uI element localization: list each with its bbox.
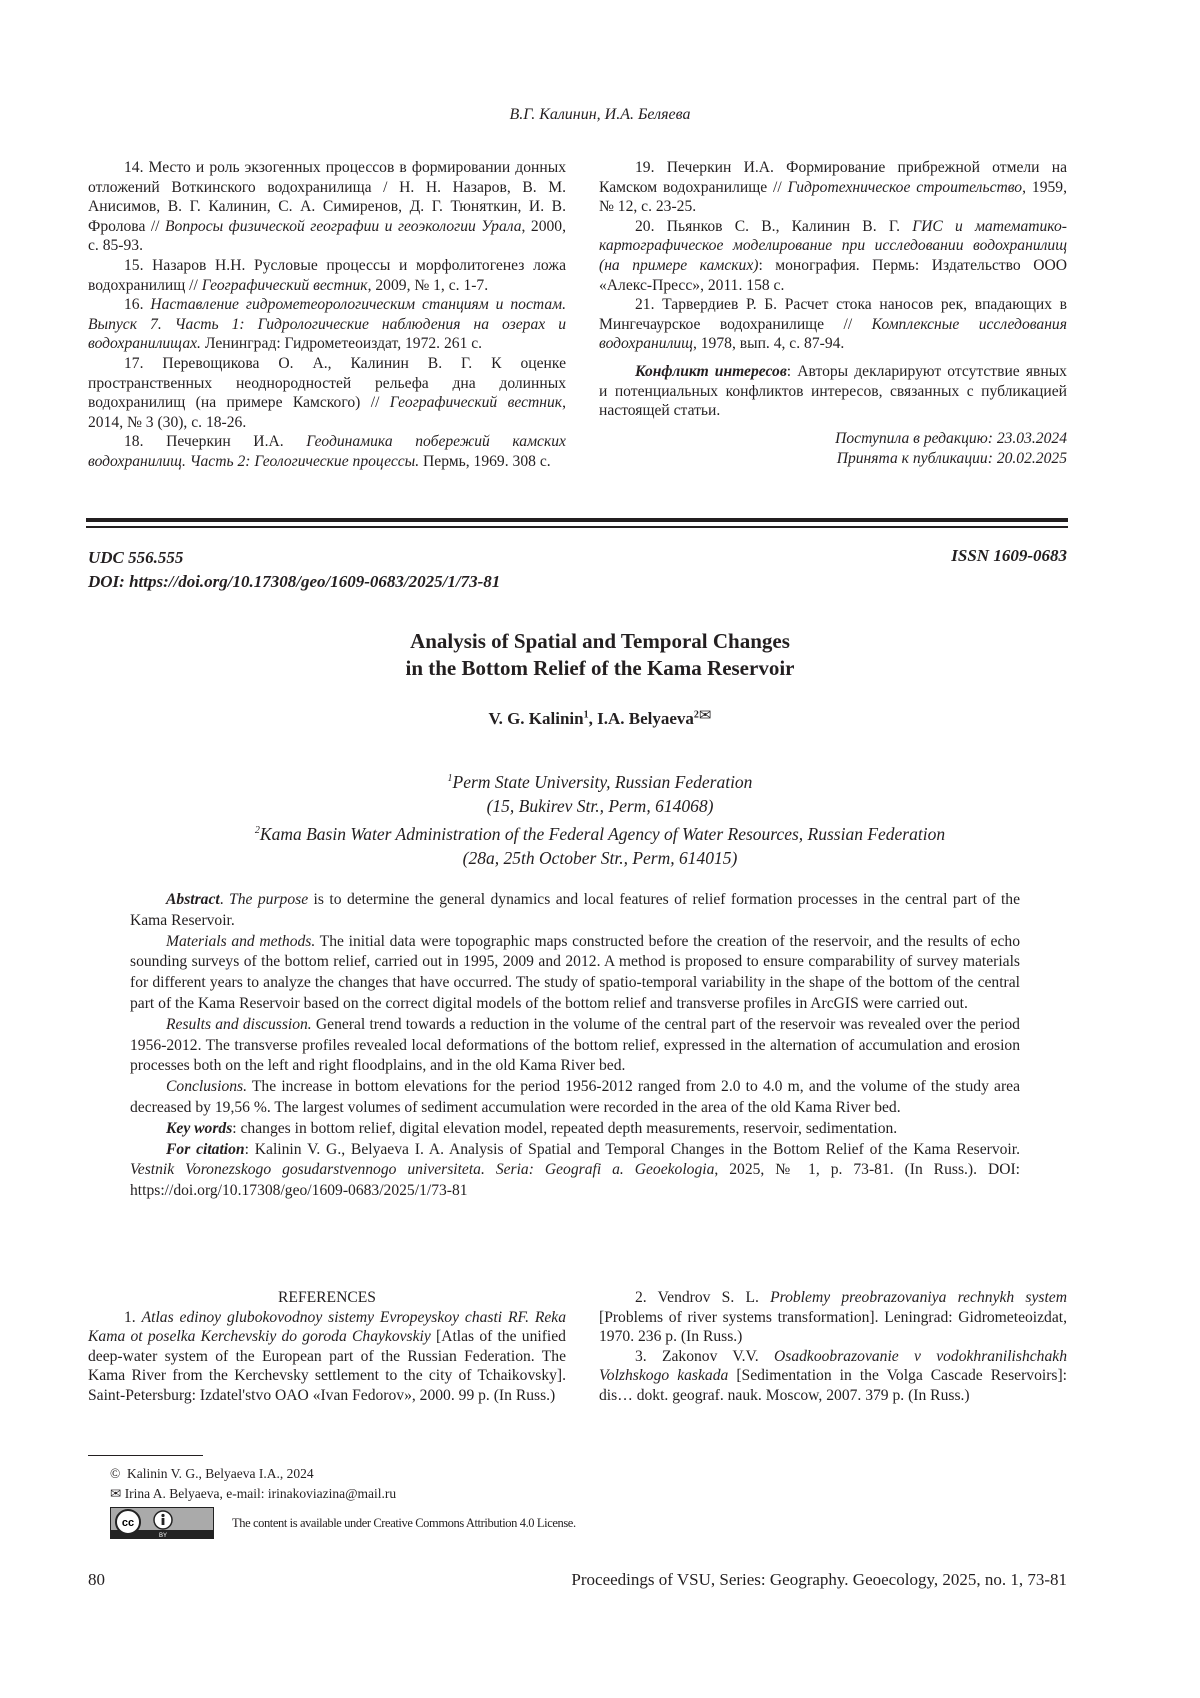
text-run: , 1978, вып. 4, с. 87-94. [693, 335, 844, 352]
text-run: Конфликт интересов [635, 363, 787, 380]
copyright-note [110, 1466, 314, 1482]
text-run: 17. Перевощикова О. А., Калинин В. Г. К оценке пространственных неоднородностей рельефа дна долинных водохранилищ (на примере Камского) // [88, 355, 566, 411]
text-run: : монография. Пермь: Издательство ООО «Алекс-Пресс», 2011. 158 с. [599, 257, 1067, 294]
svg-text:cc: cc [122, 1517, 134, 1529]
text-run: Osadkoobrazovanie v vodokhranilishchakh Volzhskogo kaskada [599, 1348, 1067, 1385]
paragraph [88, 158, 566, 256]
paragraph [599, 1347, 1067, 1406]
copyright-icon: © [110, 1466, 120, 1481]
section-divider-thick [86, 518, 1068, 522]
article-title [0, 628, 1200, 682]
reference-list [88, 1308, 566, 1406]
text-run: General trend towards a reduction in the volume of the central part of the reservoir was revealed over the period 1956-2012. The transverse profiles revealed local deformations of the bottom relief, expressed in the alternation of accumulation and erosion processes both on the left and right floodplains, and in the old Kama River bed. [130, 1016, 1020, 1075]
paragraph [130, 932, 1020, 1015]
text-run: Географический вестник [202, 277, 368, 294]
text-run: For citation [166, 1141, 245, 1158]
footnote-divider [88, 1455, 203, 1456]
text-run: : Kalinin V. G., Belyaeva I. A. Analysis of Spatial and Temporal Changes in the Bottom Relief of the Kama Reservoir. [245, 1141, 1020, 1158]
paragraph [130, 890, 1020, 932]
text-run: 18. Печеркин И.А. [124, 433, 306, 450]
text-run: is to determine the general dynamics and local features of relief formation processes in the central part of the Kama Reservoir. [130, 891, 1020, 929]
paragraph [130, 1015, 1020, 1077]
text-run: , 2025, № 1, p. 73-81. (In Russ.). DOI: https://doi.org/10.17308/geo/1609-0683/2025/1/73-81 [130, 1161, 1020, 1199]
text-run: 21. Тарвердиев Р. Б. Расчет стока наносов рек, впадающих в Мингечаурское водохранилище // [599, 296, 1067, 333]
text-run: . [220, 891, 229, 908]
paragraph [599, 1288, 1067, 1347]
text-run: Results and discussion. [166, 1016, 312, 1033]
affiliation-marker: 1 [584, 709, 589, 720]
article-dates [599, 429, 1067, 469]
doi-link[interactable]: DOI: https://doi.org/10.17308/geo/1609-0683/2025/1/73-81 [88, 570, 500, 594]
copyright-text: Kalinin V. G., Belyaeva I.A., 2024 [127, 1466, 314, 1481]
text-run: Abstract [166, 891, 220, 908]
issn: ISSN 1609-0683 [951, 546, 1067, 566]
mail-icon: ✉ [110, 1486, 121, 1501]
text-run: 1. [124, 1309, 142, 1326]
title-line-1: Analysis of Spatial and Temporal Changes [0, 628, 1200, 655]
text-run: [Problems of river systems transformation]. Leningrad: Gidrometeoizdat, 1970. 236 p. (In Russ.) [599, 1309, 1067, 1346]
text-run: 14. Место и роль экзогенных процессов в формировании донных отложений Воткинского водохранилища / Н. Н. Назаров, В. М. Анисимов, В. Г. Калинин, С. А. Симиренов, Д. Г. Тюняткин, И. В. Фролова // [88, 159, 566, 235]
reference-list [599, 158, 1067, 354]
text-run: The increase in bottom elevations for the period 1956-2012 ranged from 2.0 to 4.0 m, and the volume of the study area decreased by 19,56 %. The largest volumes of sediment accumulation were recorded in the area of the old Kama River bed. [130, 1078, 1020, 1116]
text-run: The purpose [229, 891, 308, 908]
paragraph [599, 295, 1067, 354]
russian-references-right [599, 158, 1067, 469]
affiliations [0, 767, 1200, 871]
journal-footer: Proceedings of VSU, Series: Geography. Geoecology, 2025, no. 1, 73-81 [571, 1570, 1067, 1590]
page-number: 80 [88, 1570, 105, 1590]
text-run: : changes in bottom relief, digital elevation model, repeated depth measurements, reservoir, sedimentation. [232, 1120, 897, 1137]
text-run: , 2000, с. 85-93. [88, 218, 566, 255]
affiliation-marker: 2 [694, 709, 699, 720]
references-right [599, 1288, 1067, 1406]
text-run: Key words [166, 1120, 232, 1137]
affiliation-marker: 2 [255, 825, 260, 836]
paragraph [88, 1308, 566, 1406]
text-run: , 1959, № 12, с. 23-25. [599, 179, 1067, 216]
text-run: Вопросы физической географии и геоэкологии Урала [165, 218, 522, 235]
text-run: Наставление гидрометеорологическим станциям и постам. Выпуск 7. Часть 1: Гидрологические наблюдения на озерах и водохранилищах. [88, 296, 566, 352]
text-run: ГИС и математико-картографическое моделирование при исследовании водохранилищ (на примере камских) [599, 218, 1067, 274]
license-text: The content is available under Creative Commons Attribution 4.0 License. [232, 1516, 576, 1531]
paragraph [88, 432, 566, 471]
author-separator: , [589, 709, 598, 728]
text-run: Географический вестник [390, 394, 562, 411]
accepted-date: Принята к публикации: 20.02.2025 [599, 449, 1067, 469]
paragraph [130, 1140, 1020, 1202]
text-run: , 2009, № 1, с. 1-7. [368, 277, 489, 294]
udc-doi-block [88, 546, 500, 594]
text-run: The initial data were topographic maps constructed before the creation of the reservoir, and the results of echo sounding surveys of the bottom relief, carried out in 1995, 2009 and 2012. A method is proposed to ensure comparability of survey materials for different years to analyze the changes that have occurred. The study of spatio-temporal variability in the shape of the bottom of the central part of the Kama Reservoir based on the correct digital models of the bottom relief and transverse profiles in ArcGIS were carried out. [130, 933, 1020, 1012]
running-header: В.Г. Калинин, И.А. Беляева [0, 106, 1200, 124]
text-run: 16. [124, 296, 150, 313]
paragraph [88, 295, 566, 354]
paragraph [88, 354, 566, 432]
mail-icon: ✉ [699, 708, 712, 724]
received-date: Поступила в редакцию: 23.03.2024 [599, 429, 1067, 449]
text-run: [Sedimentation in the Volga Cascade Reservoirs]: dis… dokt. geograf. nauk. Moscow, 2007. 379 p. (In Russ.) [599, 1367, 1067, 1404]
text-run: Conclusions. [166, 1078, 247, 1095]
text-run: Vestnik Voronezskogo gosudarstvennogo universiteta. Seria: Geografi a. Geoekologia [130, 1161, 714, 1178]
text-run: Materials and methods. [166, 933, 315, 950]
contact-email[interactable]: Irina A. Belyaeva, e-mail: irinakoviazina@mail.ru [125, 1486, 396, 1501]
references-left [88, 1288, 566, 1406]
affiliation-1: Perm State University, Russian Federation [453, 772, 753, 792]
text-run: Problemy preobrazovaniya rechnykh system [770, 1289, 1067, 1306]
section-divider-thin [86, 526, 1068, 528]
paragraph [599, 217, 1067, 295]
author-list [0, 706, 1200, 729]
text-run: Atlas edinoy glubokovodnoy sistemy Evropeyskoy chasti RF. Reka Kama ot poselka Kerchevskiy do goroda Chaykovskiy [88, 1309, 566, 1346]
cc-by-license-badge-icon[interactable] [110, 1507, 214, 1539]
paragraph [599, 158, 1067, 217]
title-line-2: in the Bottom Relief of the Kama Reservoir [0, 655, 1200, 682]
udc-code: UDC 556.555 [88, 546, 500, 570]
text-run: Геодинамика побережий камских водохранилищ. Часть 2: Геологические процессы. [88, 433, 566, 470]
references-heading: REFERENCES [88, 1288, 566, 1308]
text-run: Ленинград: Гидрометеоиздат, 1972. 261 с. [201, 335, 482, 352]
text-run: 2. Vendrov S. L. [635, 1289, 770, 1306]
text-run: Гидротехническое строительство [788, 179, 1022, 196]
text-run: Комплексные исследования водохранилищ [599, 316, 1067, 353]
text-run: [Atlas of the unified deep-water system of the European part of the Russian Federation. The Kama River from the Kerchevsky settlement to the city of Tchaikovsky]. Saint-Petersburg: Izdatel'stvo OAO «Ivan Fedorov», 2000. 99 p. (In Russ.) [88, 1328, 566, 1404]
contact-note [110, 1486, 396, 1502]
affiliation-marker: 1 [448, 773, 453, 784]
author-name: I.A. Belyaeva [597, 709, 694, 728]
affiliation-1-address: (15, Bukirev Str., Perm, 614068) [0, 794, 1200, 819]
paragraph [130, 1077, 1020, 1119]
text-run: : Авторы декларируют отсутствие явных и потенциальных конфликтов интересов, связанных с публикацией настоящей статьи. [599, 363, 1067, 419]
author-name: V. G. Kalinin [489, 709, 584, 728]
text-run: , 2014, № 3 (30), с. 18-26. [88, 394, 566, 431]
text-run: Пермь, 1969. 308 с. [419, 453, 551, 470]
paragraph [130, 1119, 1020, 1140]
affiliation-2-address: (28a, 25th October Str., Perm, 614015) [0, 846, 1200, 871]
text-run: 19. Печеркин И.А. Формирование прибрежной отмели на Камском водохранилище // [599, 159, 1067, 196]
text-run: 3. Zakonov V.V. [635, 1348, 774, 1365]
russian-references-left [88, 158, 566, 472]
abstract [130, 890, 1020, 1202]
svg-text:BY: BY [159, 1533, 167, 1538]
conflict-of-interest [599, 362, 1067, 421]
affiliation-2: Kama Basin Water Administration of the Federal Agency of Water Resources, Russian Federation [260, 824, 945, 844]
paragraph [88, 256, 566, 295]
text-run: 15. Назаров Н.Н. Русловые процессы и морфолитогенез ложа водохранилищ // [88, 257, 566, 294]
text-run: 20. Пьянков С. В., Калинин В. Г. [635, 218, 912, 235]
